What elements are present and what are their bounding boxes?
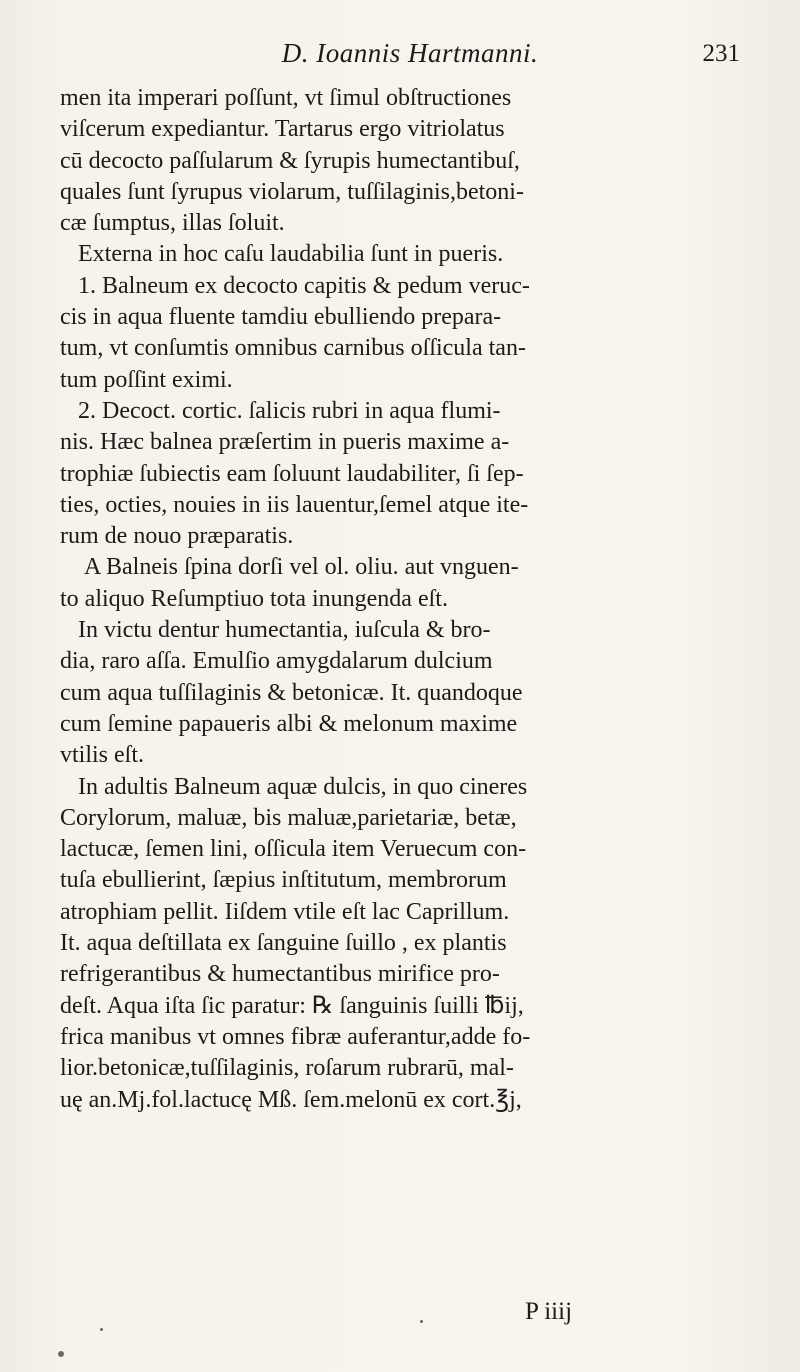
text-line: tum poſſint eximi. xyxy=(60,366,233,393)
text-line: tuſa ebullierint, ſæpius inſtitutum, membrorum xyxy=(60,867,507,894)
text-line: dia, raro aſſa. Emulſio amygdalarum dulcium xyxy=(60,648,493,675)
text-line: rum de nouo præparatis. xyxy=(60,523,294,550)
text-line: viſcerum expediantur. Tartarus ergo vitriolatus xyxy=(60,116,505,143)
running-head: D. Ioannis Hartmanni. xyxy=(281,38,539,68)
text-line: quales ſunt ſyrupus violarum, tuſſilaginis,betoni- xyxy=(60,178,524,205)
signature-mark: P iiij xyxy=(525,1298,573,1325)
text-line: deſt. Aqua iſta ſic paratur: ℞ ſanguinis ſuilli ℔ij, xyxy=(60,992,524,1019)
text-line: cis in aqua fluente tamdiu ebulliendo prepara- xyxy=(60,304,502,331)
text-line: ties, octies, nouies in iis lauentur,ſemel atque ite- xyxy=(60,491,529,518)
text-line: men ita imperari poſſunt, vt ſimul obſtructiones xyxy=(60,85,512,111)
text-line: cum ſemine papaueris albi & melonum maxime xyxy=(60,710,518,737)
text-line: In victu dentur humectantia, iuſcula & bro- xyxy=(78,617,491,644)
page-footer xyxy=(60,1298,760,1332)
page-number: 231 xyxy=(702,40,740,67)
text-line: It. aqua deſtillata ex ſanguine ſuillo , ex plantis xyxy=(60,930,507,957)
ink-speck xyxy=(420,1320,423,1323)
ink-speck xyxy=(100,1328,103,1331)
page-header xyxy=(60,38,760,78)
text-line: lior.betonicæ,tuſſilaginis, roſarum rubrarū, mal- xyxy=(60,1055,514,1082)
text-line: refrigerantibus & humectantibus mirifice pro- xyxy=(60,961,500,988)
body-text xyxy=(60,83,760,1116)
text-line: vtilis eſt. xyxy=(60,742,144,769)
text-line: nis. Hæc balnea præſertim in pueris maxime a- xyxy=(60,429,510,456)
text-line: tum, vt conſumtis omnibus carnibus oſſicula tan- xyxy=(60,335,526,362)
text-line: A Balneis ſpina dorſi vel ol. oliu. aut vnguen- xyxy=(84,554,519,581)
text-line: to aliquo Reſumptiuo tota inungenda eſt. xyxy=(60,585,448,612)
text-line: cum aqua tuſſilaginis & betonicæ. It. quandoque xyxy=(60,679,523,706)
ink-speck xyxy=(58,1351,64,1357)
text-line: lactucæ, ſemen lini, oſſicula item Veruecum con- xyxy=(60,836,527,863)
text-line: cū decocto paſſularum & ſyrupis humectantibuſ, xyxy=(60,147,520,174)
text-line: In adultis Balneum aquæ dulcis, in quo cineres xyxy=(78,773,528,800)
text-line: Corylorum, maluæ, bis maluæ,parietariæ, betæ, xyxy=(60,804,517,831)
text-line: Externa in hoc caſu laudabilia ſunt in pueris. xyxy=(78,241,504,268)
text-line: atrophiam pellit. Iiſdem vtile eſt lac Caprillum. xyxy=(60,898,510,925)
text-line: 1. Balneum ex decocto capitis & pedum veruc- xyxy=(78,272,530,299)
text-line: uę an.Mj.fol.lactucę Mß. ſem.melonū ex cort.℥j, xyxy=(60,1086,522,1113)
text-line: trophiæ ſubiectis eam ſoluunt laudabiliter, ſi ſep- xyxy=(60,460,524,487)
text-line: cæ ſumptus, illas ſoluit. xyxy=(60,210,285,237)
text-line: 2. Decoct. cortic. ſalicis rubri in aqua flumi- xyxy=(78,397,501,424)
text-line: frica manibus vt omnes fibræ auferantur,adde fo- xyxy=(60,1023,531,1050)
